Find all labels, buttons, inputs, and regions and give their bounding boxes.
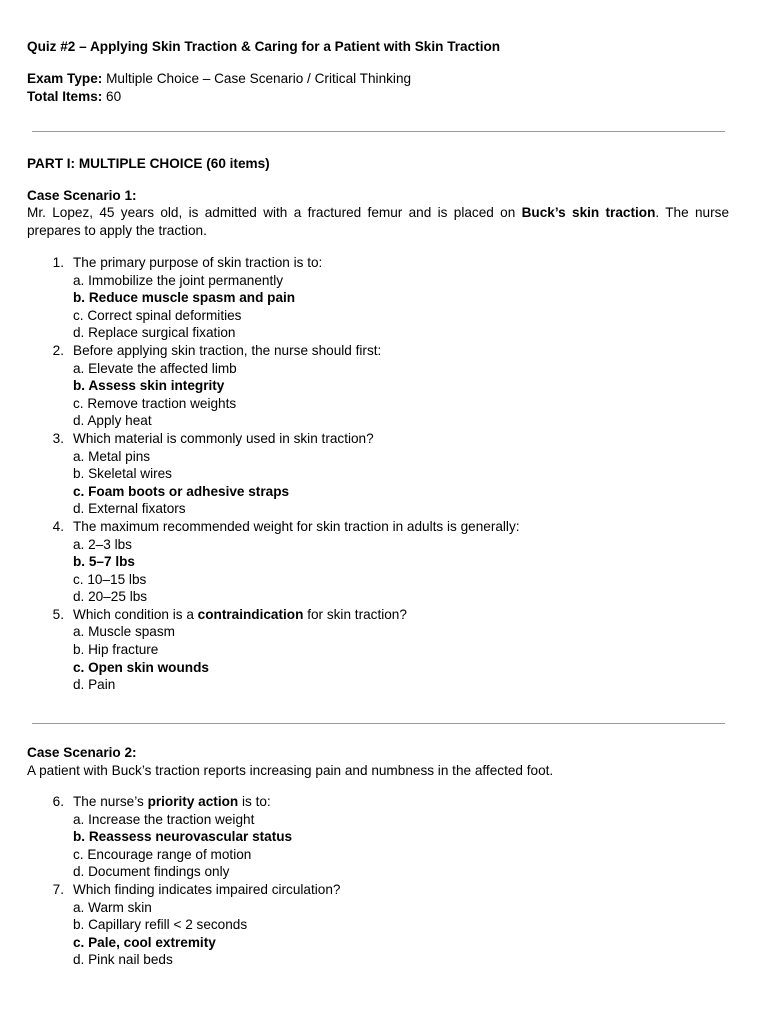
option-c-correct: c. Open skin wounds xyxy=(73,659,209,675)
question-number: 1. xyxy=(52,255,64,270)
exam-type-label: Exam Type: xyxy=(27,71,103,86)
option-a: a. Warm skin xyxy=(73,899,152,915)
option-a: a. Immobilize the joint permanently xyxy=(73,272,284,288)
question-6 xyxy=(0,793,768,881)
total-items-value: 60 xyxy=(102,89,122,104)
option-c: c. Encourage range of motion xyxy=(73,846,252,862)
scenario-1-questions xyxy=(0,254,768,694)
option-b-correct: b. Assess skin integrity xyxy=(73,378,225,394)
option-c: c. 10–15 lbs xyxy=(73,571,147,587)
option-d: d. 20–25 lbs xyxy=(73,589,148,605)
option-d: d. Pink nail beds xyxy=(73,952,173,968)
question-2 xyxy=(0,342,768,430)
option-d: d. Apply heat xyxy=(73,413,152,429)
option-b-correct: b. Reassess neurovascular status xyxy=(73,829,293,845)
scenario-2-heading: Case Scenario 2: xyxy=(27,745,137,760)
question-stem: The primary purpose of skin traction is to: xyxy=(73,255,323,270)
question-3 xyxy=(0,430,768,518)
option-b: b. Skeletal wires xyxy=(73,466,172,482)
scenario-1-text-end: . The nurse prepares to apply the traction. xyxy=(27,205,729,238)
page-title: Quiz #2 – Applying Skin Traction & Caring for a Patient with Skin Traction xyxy=(27,39,501,54)
question-5 xyxy=(0,606,768,694)
option-d: d. Replace surgical fixation xyxy=(73,325,236,341)
divider xyxy=(32,723,725,724)
stem-start: The nurse’s xyxy=(73,794,148,809)
option-c: c. Remove traction weights xyxy=(73,395,237,411)
option-c: c. Correct spinal deformities xyxy=(73,307,242,323)
question-number: 2. xyxy=(52,342,64,358)
exam-type-line xyxy=(27,70,411,88)
option-a: a. Muscle spasm xyxy=(73,624,175,640)
total-items-line xyxy=(27,88,121,106)
question-1 xyxy=(0,254,768,342)
option-b-correct: b. Reduce muscle spasm and pain xyxy=(73,290,296,306)
stem-start: Which condition is a xyxy=(73,606,198,622)
option-a: a. Elevate the affected limb xyxy=(73,360,237,376)
question-stem: Before applying skin traction, the nurse should first: xyxy=(73,342,382,358)
option-b: b. Hip fracture xyxy=(73,642,159,658)
stem-emphasis: contraindication xyxy=(197,606,304,622)
question-number: 5. xyxy=(52,606,64,622)
scenario-1-text-emphasis: Buck’s skin traction xyxy=(521,205,656,220)
question-stem xyxy=(73,606,768,624)
stem-emphasis: priority action xyxy=(147,794,239,809)
option-b: b. Capillary refill < 2 seconds xyxy=(73,917,248,933)
option-a: a. 2–3 lbs xyxy=(73,536,132,552)
divider xyxy=(32,131,725,132)
question-number: 4. xyxy=(52,518,64,534)
question-stem: Which material is commonly used in skin traction? xyxy=(73,430,374,446)
scenario-2-text: A patient with Buck’s traction reports increasing pain and numbness in the affected foot. xyxy=(27,763,554,778)
option-c-correct: c. Pale, cool extremity xyxy=(73,934,216,950)
question-7 xyxy=(0,881,768,969)
option-d: d. External fixators xyxy=(73,501,186,517)
question-number: 7. xyxy=(52,881,64,897)
total-items-label: Total Items: xyxy=(27,89,103,104)
scenario-1-heading: Case Scenario 1: xyxy=(27,188,137,203)
question-stem: The maximum recommended weight for skin traction in adults is generally: xyxy=(73,518,520,534)
exam-type-value: Multiple Choice – Case Scenario / Critical Thinking xyxy=(102,71,412,86)
question-number: 6. xyxy=(52,794,64,809)
scenario-2-questions xyxy=(0,793,768,969)
question-4 xyxy=(0,518,768,606)
option-d: d. Pain xyxy=(73,677,116,693)
option-a: a. Metal pins xyxy=(73,448,151,464)
stem-end: is to: xyxy=(238,794,271,809)
option-a: a. Increase the traction weight xyxy=(73,811,255,827)
question-stem: Which finding indicates impaired circulation? xyxy=(73,881,341,897)
option-c-correct: c. Foam boots or adhesive straps xyxy=(73,483,290,499)
scenario-1-text xyxy=(27,204,729,239)
scenario-1-text-start: Mr. Lopez, 45 years old, is admitted with a fractured femur and is placed on xyxy=(27,205,522,220)
question-stem xyxy=(73,793,768,811)
part-heading: PART I: MULTIPLE CHOICE (60 items) xyxy=(27,156,270,171)
stem-end: for skin traction? xyxy=(303,606,407,622)
option-d: d. Document findings only xyxy=(73,864,230,880)
option-b-correct: b. 5–7 lbs xyxy=(73,554,135,570)
question-number: 3. xyxy=(52,430,64,446)
